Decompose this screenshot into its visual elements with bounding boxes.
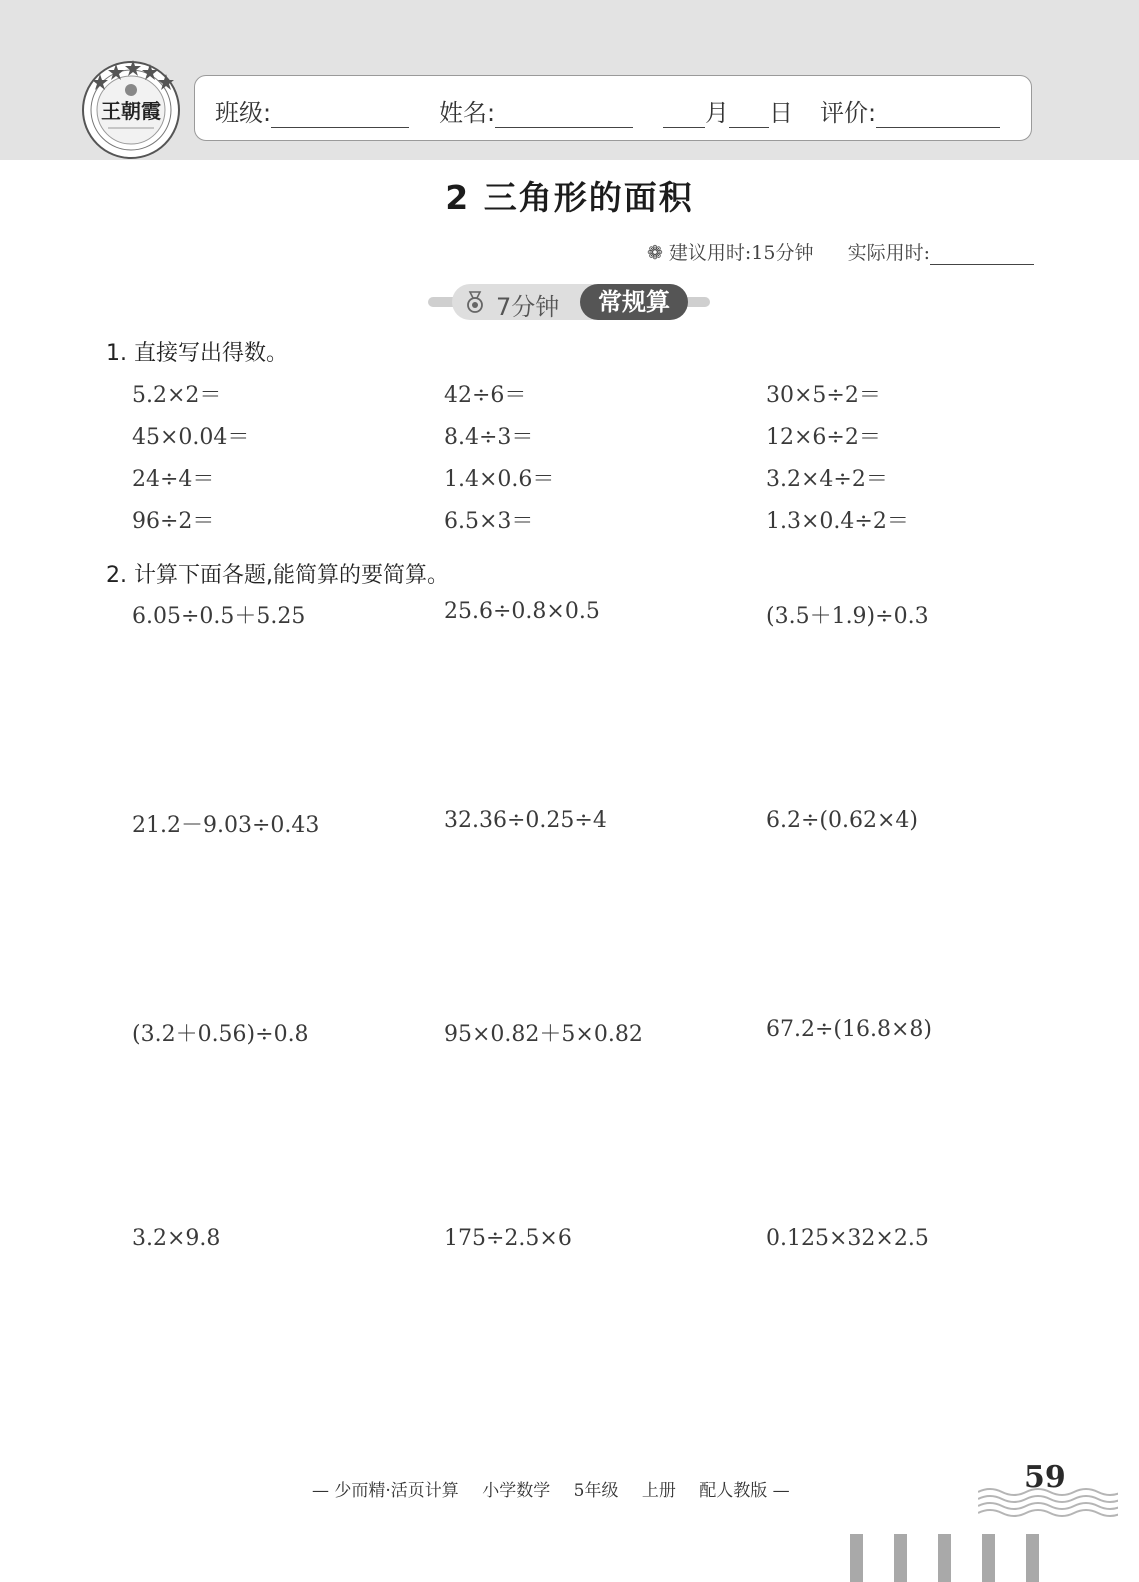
date-field[interactable]	[663, 93, 793, 128]
name-label: 姓名:	[439, 99, 496, 127]
class-label: 班级:	[215, 99, 272, 127]
footer-volume: 上册	[641, 1481, 676, 1501]
q2-item: 3.2×9.8	[132, 1226, 221, 1251]
suggested-time: 建议用时:15分钟	[668, 242, 814, 264]
question-2-heading: 2. 计算下面各题,能简算的要简算。	[106, 563, 449, 588]
q1-item: 24÷4＝	[132, 467, 215, 492]
footer-series: — 少而精·活页计算	[312, 1481, 459, 1501]
q2-item: 67.2÷(16.8×8)	[766, 1017, 932, 1042]
q2-item: 95×0.82＋5×0.82	[444, 1022, 643, 1047]
medal-icon	[464, 291, 486, 313]
logo-text: 王朝霞	[101, 99, 161, 123]
edge-tab-bars	[850, 1534, 1050, 1582]
q2-item: 175÷2.5×6	[444, 1226, 572, 1251]
actual-time-label: 实际用时:	[847, 242, 930, 264]
evaluation-field[interactable]	[820, 93, 1000, 128]
q1-item: 5.2×2＝	[132, 383, 222, 408]
section-label: 常规算	[580, 284, 688, 320]
page-title: 2 三角形的面积	[445, 178, 694, 217]
q2-item: 32.36÷0.25÷4	[444, 808, 607, 833]
q1-item: 3.2×4÷2＝	[766, 467, 888, 492]
month-label: 月	[705, 99, 729, 127]
q1-item: 8.4÷3＝	[444, 425, 534, 450]
q1-item: 45×0.04＝	[132, 425, 250, 450]
q2-item: 6.2÷(0.62×4)	[766, 808, 919, 833]
flower-icon: ❁	[646, 242, 663, 264]
section-minutes: 7分钟	[496, 293, 560, 321]
q1-item: 1.3×0.4÷2＝	[766, 509, 909, 534]
footer-subject: 小学数学	[482, 1481, 551, 1501]
footer-edition: 配人教版 —	[699, 1481, 790, 1501]
q1-item: 30×5÷2＝	[766, 383, 881, 408]
footer-text	[312, 1476, 808, 1501]
q2-item: (3.5＋1.9)÷0.3	[766, 604, 929, 629]
actual-time-input[interactable]	[930, 242, 1034, 265]
footer-grade: 5年级	[573, 1481, 619, 1501]
q1-item: 12×6÷2＝	[766, 425, 881, 450]
class-field[interactable]	[215, 93, 409, 128]
q2-item: 21.2－9.03÷0.43	[132, 813, 320, 838]
page-number: 59	[1024, 1460, 1066, 1495]
name-field[interactable]	[439, 93, 633, 128]
q1-item: 6.5×3＝	[444, 509, 534, 534]
question-1-heading: 1. 直接写出得数。	[106, 341, 288, 366]
q1-item: 42÷6＝	[444, 383, 527, 408]
section-tag	[452, 284, 688, 320]
q2-item: 6.05÷0.5＋5.25	[132, 604, 306, 629]
timing-info	[647, 238, 1034, 265]
day-label: 日	[769, 99, 793, 127]
q1-item: 1.4×0.6＝	[444, 467, 555, 492]
q1-item: 96÷2＝	[132, 509, 215, 534]
brand-logo	[80, 58, 182, 160]
student-info-box	[194, 75, 1032, 141]
q2-item: 0.125×32×2.5	[766, 1226, 929, 1251]
q2-item: 25.6÷0.8×0.5	[444, 599, 600, 624]
evaluation-label: 评价:	[820, 99, 877, 127]
q2-item: (3.2＋0.56)÷0.8	[132, 1022, 309, 1047]
